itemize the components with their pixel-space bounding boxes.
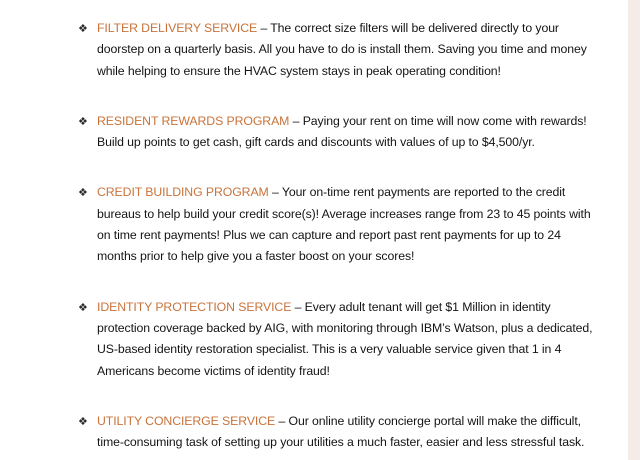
item-heading: RESIDENT REWARDS PROGRAM	[97, 113, 290, 128]
item-text	[97, 182, 598, 267]
item-body: – Every adult tenant will get $1 Million in identity protection coverage backed by AIG, with monitoring through IBM’s Watson, plus a dedicated, US-based identity restoration specialist. This is a very valuable service given that 1 in 4 Americans become victims of identity fraud!	[97, 299, 593, 378]
diamond-bullet-icon: ❖	[78, 22, 88, 35]
list-item-identity-protection	[78, 297, 598, 382]
item-text	[97, 297, 598, 382]
list-item-utility-concierge	[78, 411, 598, 454]
item-text	[97, 18, 598, 82]
item-heading: UTILITY CONCIERGE SERVICE	[97, 413, 276, 428]
page-edge	[628, 0, 640, 460]
item-body: – Your on-time rent payments are reported to the credit bureaus to help build your credit score(s)! Average increases range from 23 to 45 points with on time rent payments! Plus we can capture and report past rent payments for up to 24 months prior to help give you a faster boost on your scores!	[97, 185, 591, 264]
item-text	[97, 411, 598, 454]
item-heading: CREDIT BUILDING PROGRAM	[97, 185, 269, 200]
item-text	[97, 111, 598, 154]
item-body: – The correct size filters will be delivered directly to your doorstep on a quarterly basis. All you have to do is install them. Saving you time and money while helping to ensure the HVAC system stays in peak operating condition!	[97, 21, 587, 78]
item-heading: IDENTITY PROTECTION SERVICE	[97, 299, 292, 314]
list-item-resident-rewards	[78, 111, 598, 154]
benefits-list	[78, 18, 598, 453]
diamond-bullet-icon: ❖	[78, 300, 88, 314]
list-item-filter-delivery	[78, 18, 598, 82]
item-body: – Our online utility concierge portal will make the difficult, time-consuming task of setting up your utilities a much faster, easier and less stressful task.	[97, 413, 585, 450]
diamond-bullet-icon: ❖	[78, 414, 88, 428]
list-item-credit-building	[78, 182, 598, 267]
diamond-bullet-icon: ❖	[78, 186, 88, 200]
item-body: – Paying your rent on time will now come with rewards! Build up points to get cash, gift cards and discounts with values of up to $4,500/yr.	[97, 113, 587, 150]
diamond-bullet-icon: ❖	[78, 114, 88, 128]
item-heading: FILTER DELIVERY SERVICE	[97, 21, 258, 35]
